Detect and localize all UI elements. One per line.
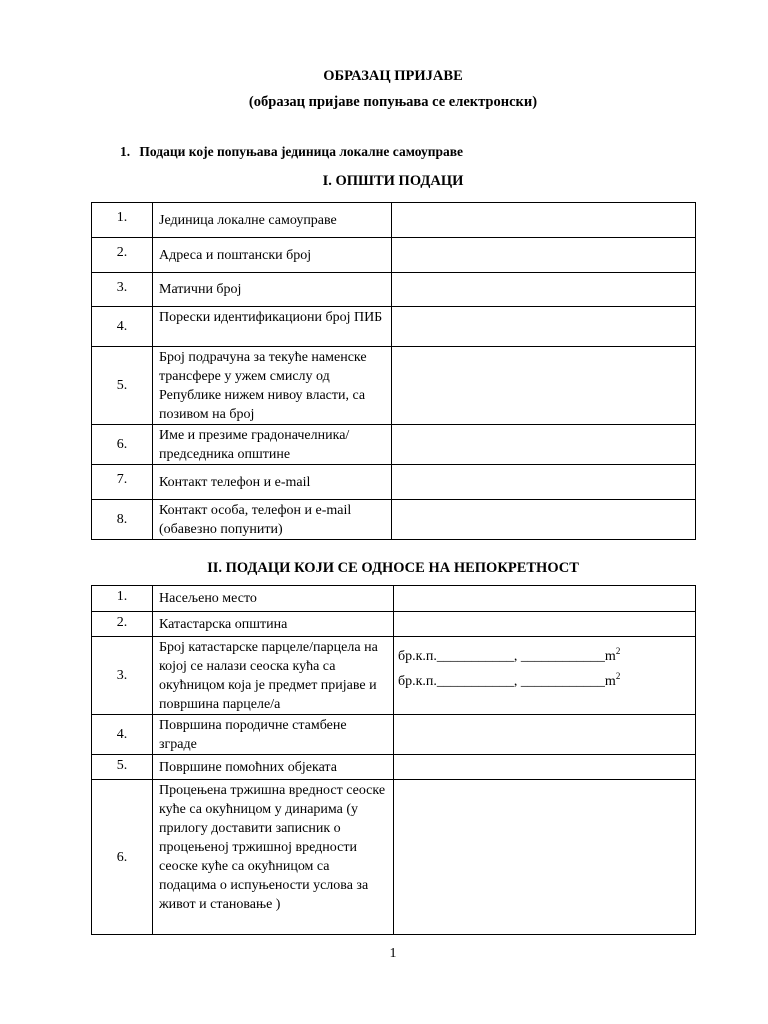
- row-label: Број катастарске парцеле/парцела на којој се налази сеоска кућа са окућницом која је предмет пријаве и површина парцеле/а: [153, 637, 394, 715]
- auxiliary-area-field[interactable]: [394, 755, 696, 780]
- row-number: 7.: [92, 465, 153, 500]
- part2-title: II. ПОДАЦИ КОЈИ СЕ ОДНОСЕ НА НЕПОКРЕТНОСТ: [207, 560, 579, 576]
- row-number: 1.: [92, 203, 153, 238]
- row-label: Јединица локалне самоуправе: [153, 203, 392, 238]
- contact-person-field[interactable]: [392, 500, 696, 540]
- row-label: Број подрачуна за текуће наменске трансфере у ужем смислу од Републике нижем нивоу власти, са позивом на број: [153, 347, 392, 425]
- row-number: 2.: [92, 238, 153, 273]
- parcel-line[interactable]: бр.к.п.___________, $\_\_\_\_\_\_\_\_\_\_\_\_m^2$: [398, 646, 621, 664]
- part1-title: I. ОПШТИ ПОДАЦИ: [322, 173, 464, 189]
- row-number: 4.: [92, 715, 153, 755]
- row-number: 6.: [92, 780, 153, 935]
- row-label: Порески идентификациони број ПИБ: [153, 307, 392, 347]
- row-label: Контакт особа, телефон и e-mail (обавезно попунити): [153, 500, 392, 540]
- table-row: [92, 307, 696, 347]
- table-row: [92, 612, 696, 637]
- row-number: 8.: [92, 500, 153, 540]
- table-row: [92, 780, 696, 935]
- sub-account-field[interactable]: [392, 347, 696, 425]
- table-row: [92, 715, 696, 755]
- contact-phone-field[interactable]: [392, 465, 696, 500]
- table-row: [92, 347, 696, 425]
- table-row: [92, 238, 696, 273]
- row-number: 4.: [92, 307, 153, 347]
- property-data-table: [91, 585, 696, 935]
- general-data-table: [91, 202, 696, 540]
- section-heading: [120, 144, 463, 160]
- address-field[interactable]: [392, 238, 696, 273]
- row-number: 3.: [92, 637, 153, 715]
- row-label: Насељено место: [153, 586, 394, 612]
- table-row: [92, 637, 696, 715]
- table-row: [92, 500, 696, 540]
- mayor-name-field[interactable]: [392, 425, 696, 465]
- row-label: Катастарска општина: [153, 612, 394, 637]
- registration-number-field[interactable]: [392, 273, 696, 307]
- row-number: 1.: [92, 586, 153, 612]
- row-label: Име и презиме градоначелника/ председника општине: [153, 425, 392, 465]
- row-label: Процењена тржишна вредност сеоске куће са окућницом у динарима (у прилогу доставити записник о процењеној тржишној вредности сеоске куће са окућницом са подацима о испуњености услова за живот и становање ): [153, 780, 394, 935]
- row-label: Површина породичне стамбене зграде: [153, 715, 394, 755]
- row-label: Контакт телефон и e-mail: [153, 465, 392, 500]
- form-title: ОБРАЗАЦ ПРИЈАВЕ: [323, 68, 463, 84]
- row-label: Површине помоћних објеката: [153, 755, 394, 780]
- row-number: 5.: [92, 755, 153, 780]
- table-row: [92, 203, 696, 238]
- parcel-line[interactable]: бр.к.п.___________, $\_\_\_\_\_\_\_\_\_\_\_\_m^2$: [398, 671, 621, 689]
- form-subtitle: (образац пријаве попуњава се електронски): [248, 94, 538, 110]
- row-number: 2.: [92, 612, 153, 637]
- row-label: Адреса и поштански број: [153, 238, 392, 273]
- table-row: [92, 273, 696, 307]
- local-government-field[interactable]: [392, 203, 696, 238]
- table-row: [92, 755, 696, 780]
- row-number: 6.: [92, 425, 153, 465]
- section-number: 1.: [120, 144, 131, 159]
- settlement-field[interactable]: [394, 586, 696, 612]
- section-heading-text: Подаци које попуњава јединица локалне самоуправе: [139, 144, 464, 159]
- table-row: [92, 586, 696, 612]
- house-area-field[interactable]: [394, 715, 696, 755]
- parcel-numbers-field[interactable]: [394, 637, 696, 715]
- tax-id-field[interactable]: [392, 307, 696, 347]
- cadastral-municipality-field[interactable]: [394, 612, 696, 637]
- page-number: 1: [389, 946, 397, 961]
- row-number: 3.: [92, 273, 153, 307]
- table-row: [92, 465, 696, 500]
- row-label: Матични број: [153, 273, 392, 307]
- row-number: 5.: [92, 347, 153, 425]
- market-value-field[interactable]: [394, 780, 696, 935]
- table-row: [92, 425, 696, 465]
